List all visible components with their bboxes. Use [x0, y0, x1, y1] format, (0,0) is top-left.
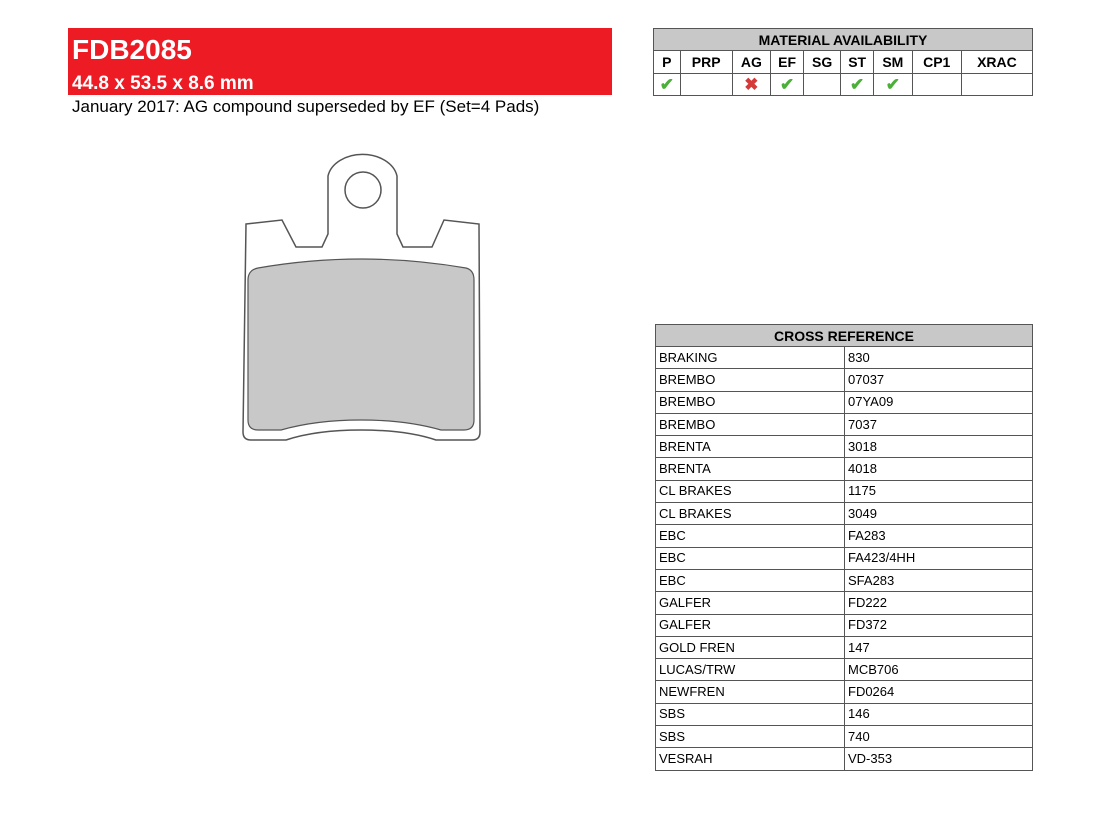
reference-cell: SFA283 — [845, 569, 1033, 591]
reference-cell: 1175 — [845, 480, 1033, 502]
brand-cell: SBS — [656, 703, 845, 725]
brand-cell: CL BRAKES — [656, 503, 845, 525]
reference-cell: 740 — [845, 726, 1033, 748]
material-status-row — [654, 74, 1033, 96]
mounting-hole — [345, 172, 381, 208]
status-cell-xrac — [961, 74, 1032, 96]
table-row — [656, 503, 1033, 525]
status-cell-prp — [680, 74, 732, 96]
status-cell-ag — [732, 74, 770, 96]
status-cell-cp1 — [912, 74, 961, 96]
brand-cell: EBC — [656, 547, 845, 569]
reference-cell: 7037 — [845, 413, 1033, 435]
material-code-cp1: CP1 — [912, 51, 961, 74]
brand-cell: SBS — [656, 726, 845, 748]
part-dimensions: 44.8 x 53.5 x 8.6 mm — [72, 73, 254, 94]
brand-cell: BREMBO — [656, 391, 845, 413]
check-icon: ✔ — [885, 74, 900, 94]
table-row — [656, 391, 1033, 413]
reference-cell: VD-353 — [845, 748, 1033, 770]
reference-cell: 07YA09 — [845, 391, 1033, 413]
status-cell-p — [654, 74, 681, 96]
status-cell-ef — [771, 74, 804, 96]
table-row — [656, 436, 1033, 458]
reference-cell: MCB706 — [845, 659, 1033, 681]
table-row — [656, 636, 1033, 658]
material-codes-row — [654, 51, 1033, 74]
reference-cell: 3049 — [845, 503, 1033, 525]
brand-cell: GALFER — [656, 592, 845, 614]
check-icon: ✔ — [659, 74, 674, 94]
reference-cell: FD372 — [845, 614, 1033, 636]
table-row — [656, 592, 1033, 614]
reference-cell: FA423/4HH — [845, 547, 1033, 569]
cross-reference-table — [655, 324, 1033, 771]
reference-cell: FD0264 — [845, 681, 1033, 703]
reference-cell: 3018 — [845, 436, 1033, 458]
reference-cell: 147 — [845, 636, 1033, 658]
table-row — [656, 413, 1033, 435]
table-row — [656, 547, 1033, 569]
table-row — [656, 569, 1033, 591]
supersede-note: January 2017: AG compound superseded by EF (Set=4 Pads) — [72, 97, 540, 116]
reference-cell: 4018 — [845, 458, 1033, 480]
brand-cell: BREMBO — [656, 413, 845, 435]
status-cell-st — [841, 74, 874, 96]
cross-reference-rows — [656, 347, 1033, 771]
reference-cell: 07037 — [845, 369, 1033, 391]
table-row — [656, 525, 1033, 547]
material-code-prp: PRP — [680, 51, 732, 74]
table-row — [656, 614, 1033, 636]
brand-cell: BRENTA — [656, 458, 845, 480]
table-row — [656, 480, 1033, 502]
reference-cell: FA283 — [845, 525, 1033, 547]
brand-cell: LUCAS/TRW — [656, 659, 845, 681]
brand-cell: EBC — [656, 525, 845, 547]
table-row — [656, 347, 1033, 369]
table-row — [656, 748, 1033, 770]
material-code-sm: SM — [874, 51, 912, 74]
brand-cell: GALFER — [656, 614, 845, 636]
status-cell-sg — [804, 74, 841, 96]
table-row — [656, 703, 1033, 725]
material-code-ef: EF — [771, 51, 804, 74]
friction-material — [248, 259, 474, 430]
table-row — [656, 681, 1033, 703]
check-icon: ✔ — [779, 74, 795, 94]
brand-cell: CL BRAKES — [656, 480, 845, 502]
material-code-ag: AG — [732, 51, 770, 74]
table-row — [656, 659, 1033, 681]
cross-reference-title: CROSS REFERENCE — [656, 325, 1033, 347]
brand-cell: NEWFREN — [656, 681, 845, 703]
material-availability-title: MATERIAL AVAILABILITY — [654, 29, 1033, 51]
status-cell-sm — [874, 74, 912, 96]
reference-cell: FD222 — [845, 592, 1033, 614]
check-icon: ✔ — [850, 74, 865, 94]
material-code-st: ST — [841, 51, 874, 74]
material-code-xrac: XRAC — [961, 51, 1032, 74]
brake-pad-drawing — [236, 146, 486, 446]
brand-cell: EBC — [656, 569, 845, 591]
table-row — [656, 369, 1033, 391]
brand-cell: BRAKING — [656, 347, 845, 369]
material-availability-table — [653, 28, 1033, 96]
brand-cell: BREMBO — [656, 369, 845, 391]
table-row — [656, 726, 1033, 748]
reference-cell: 146 — [845, 703, 1033, 725]
cross-icon: ✖ — [744, 74, 759, 94]
reference-cell: 830 — [845, 347, 1033, 369]
brand-cell: VESRAH — [656, 748, 845, 770]
table-row — [656, 458, 1033, 480]
brand-cell: GOLD FREN — [656, 636, 845, 658]
material-code-p: P — [654, 51, 681, 74]
brand-cell: BRENTA — [656, 436, 845, 458]
part-code: FDB2085 — [72, 34, 192, 65]
material-code-sg: SG — [804, 51, 841, 74]
